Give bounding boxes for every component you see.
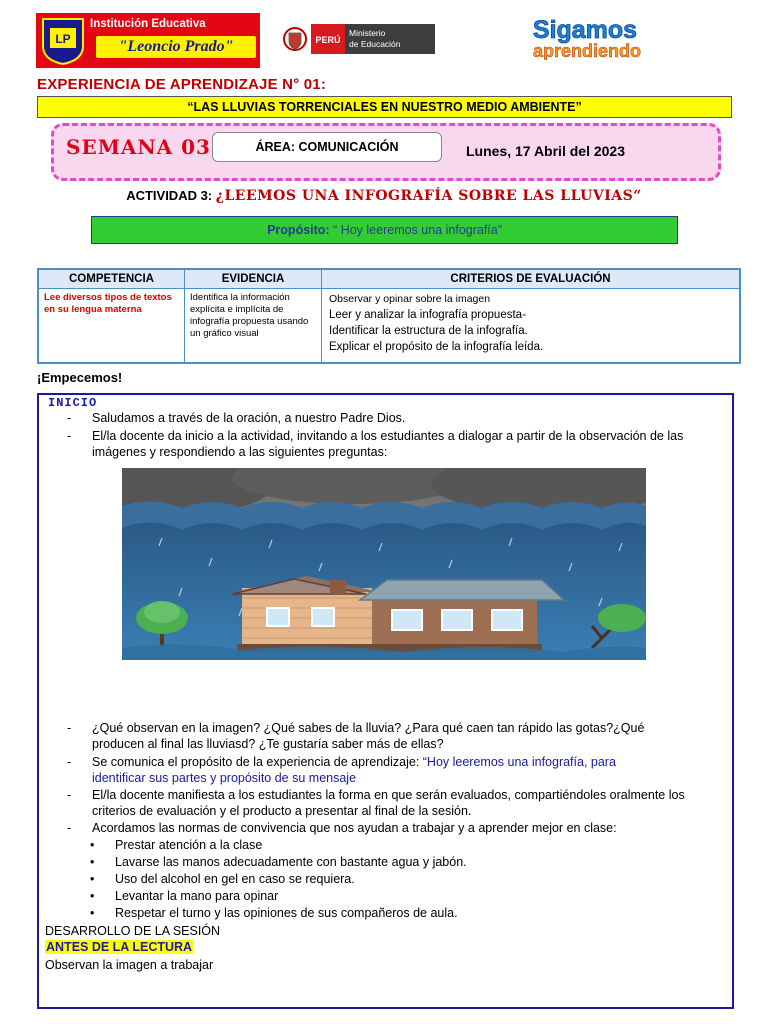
- before-reading-heading: ANTES DE LA LECTURA: [46, 940, 193, 954]
- list-item-text: El/la docente da inicio a la actividad, invitando a los estudiantes a dialogar a partir de la observación de las: [92, 429, 684, 443]
- list-item-text: criterios de evaluación y el producto a presentar al final de la sesión.: [92, 804, 472, 818]
- norm-text: Prestar atención a la clase: [115, 838, 263, 852]
- experience-title: EXPERIENCIA DE APRENDIZAJE N° 01:: [37, 76, 327, 93]
- area-label: ÁREA: COMUNICACIÓN: [212, 132, 442, 162]
- list-item-text: ¿Qué observan en la imagen? ¿Qué sabes de la lluvia? ¿Para qué caen tan rápido las gotas?¿Qué: [92, 721, 645, 735]
- column-divider: [321, 270, 322, 362]
- evidence-cell: Identifica la información explícita e implícita de infografía propuesta usando un gráfico visual: [190, 292, 309, 339]
- shield-letters: LP: [55, 32, 71, 46]
- flood-house-illustration: [122, 468, 646, 660]
- list-item-text: producen al final las lluviasd? ¿Te gustaría saber más de ellas?: [92, 737, 444, 751]
- criteria-item: Leer y analizar la infografía propuesta-: [329, 309, 526, 321]
- topic-banner: “LAS LLUVIAS TORRENCIALES EN NUESTRO MEDIO AMBIENTE”: [37, 96, 732, 118]
- activity-label: ACTIVIDAD 3:: [126, 188, 216, 203]
- purpose-banner: [91, 216, 678, 244]
- start-heading: ¡Empecemos!: [37, 370, 123, 385]
- column-divider: [184, 270, 185, 362]
- list-item-text: Saludamos a través de la oración, a nuestro Padre Dios.: [92, 411, 406, 425]
- house: [232, 576, 564, 652]
- purpose-intro-text: Se comunica el propósito de la experiencia de aprendizaje:: [92, 755, 423, 769]
- norm-text: Respetar el turno y las opiniones de sus compañeros de aula.: [115, 906, 458, 920]
- norm-text: Lavarse las manos adecuadamente con bastante agua y jabón.: [115, 855, 467, 869]
- competency-table: [37, 268, 741, 364]
- criteria-item: Explicar el propósito de la infografía leída.: [329, 341, 544, 353]
- norm-text: Uso del alcohol en gel en caso se requiera.: [115, 872, 355, 886]
- ministry-logo: [283, 21, 435, 57]
- purpose-label: Propósito:: [267, 223, 334, 237]
- list-item-text: Acordamos las normas de convivencia que nos ayudan a trabajar y a aprender mejor en clase:: [92, 821, 617, 835]
- school-name: "Leoncio Prado": [96, 36, 256, 58]
- inicio-label: INICIO: [48, 396, 98, 410]
- header-competency: COMPETENCIA: [39, 270, 184, 289]
- list-item-text: identificar sus partes y propósito de su mensaje: [92, 771, 357, 785]
- list-item-text: [92, 754, 616, 770]
- header-criteria: CRITERIOS DE EVALUACIÓN: [322, 270, 739, 289]
- norm-text: Levantar la mano para opinar: [115, 889, 279, 903]
- development-heading: DESARROLLO DE LA SESIÓN: [45, 924, 221, 938]
- campaign-line2: aprendiendo: [532, 41, 642, 60]
- competency-cell: Lee diversos tipos de textos en su lengua materna: [44, 292, 172, 315]
- activity-title: ¿LEEMOS UNA INFOGRAFÍA SOBRE LAS LLUVIAS“: [215, 188, 642, 204]
- criteria-item: Identificar la estructura de la infografía.: [329, 325, 528, 337]
- purpose-quote-text: “Hoy leeremos una infografía, para: [422, 755, 616, 769]
- list-item-text: imágenes y respondiendo a las siguientes preguntas:: [92, 445, 388, 459]
- activity-heading: [0, 188, 768, 204]
- header-evidence: EVIDENCIA: [185, 270, 321, 289]
- criteria-item: Observar y opinar sobre la imagen: [329, 293, 491, 305]
- purpose-text: “ Hoy leeremos una infografía”: [333, 223, 502, 237]
- session-date: Lunes, 17 Abril del 2023: [466, 143, 625, 159]
- campaign-line1: Sigamos: [532, 16, 638, 44]
- school-shield-icon: [40, 16, 86, 66]
- gov-ministry-line1: Ministerio: [349, 28, 386, 38]
- gov-country: PERÚ: [315, 35, 341, 45]
- gov-ministry-line2: de Educación: [349, 39, 401, 49]
- week-label: SEMANA 03: [66, 135, 211, 159]
- observe-instruction: Observan la imagen a trabajar: [45, 958, 214, 972]
- campaign-logo: [503, 16, 668, 60]
- criteria-cell: [329, 291, 734, 355]
- school-title: Institución Educativa: [90, 18, 206, 30]
- list-item-text: El/la docente manifiesta a los estudiantes la forma en que serán evaluados, compartiéndoles oralmente los: [92, 788, 685, 802]
